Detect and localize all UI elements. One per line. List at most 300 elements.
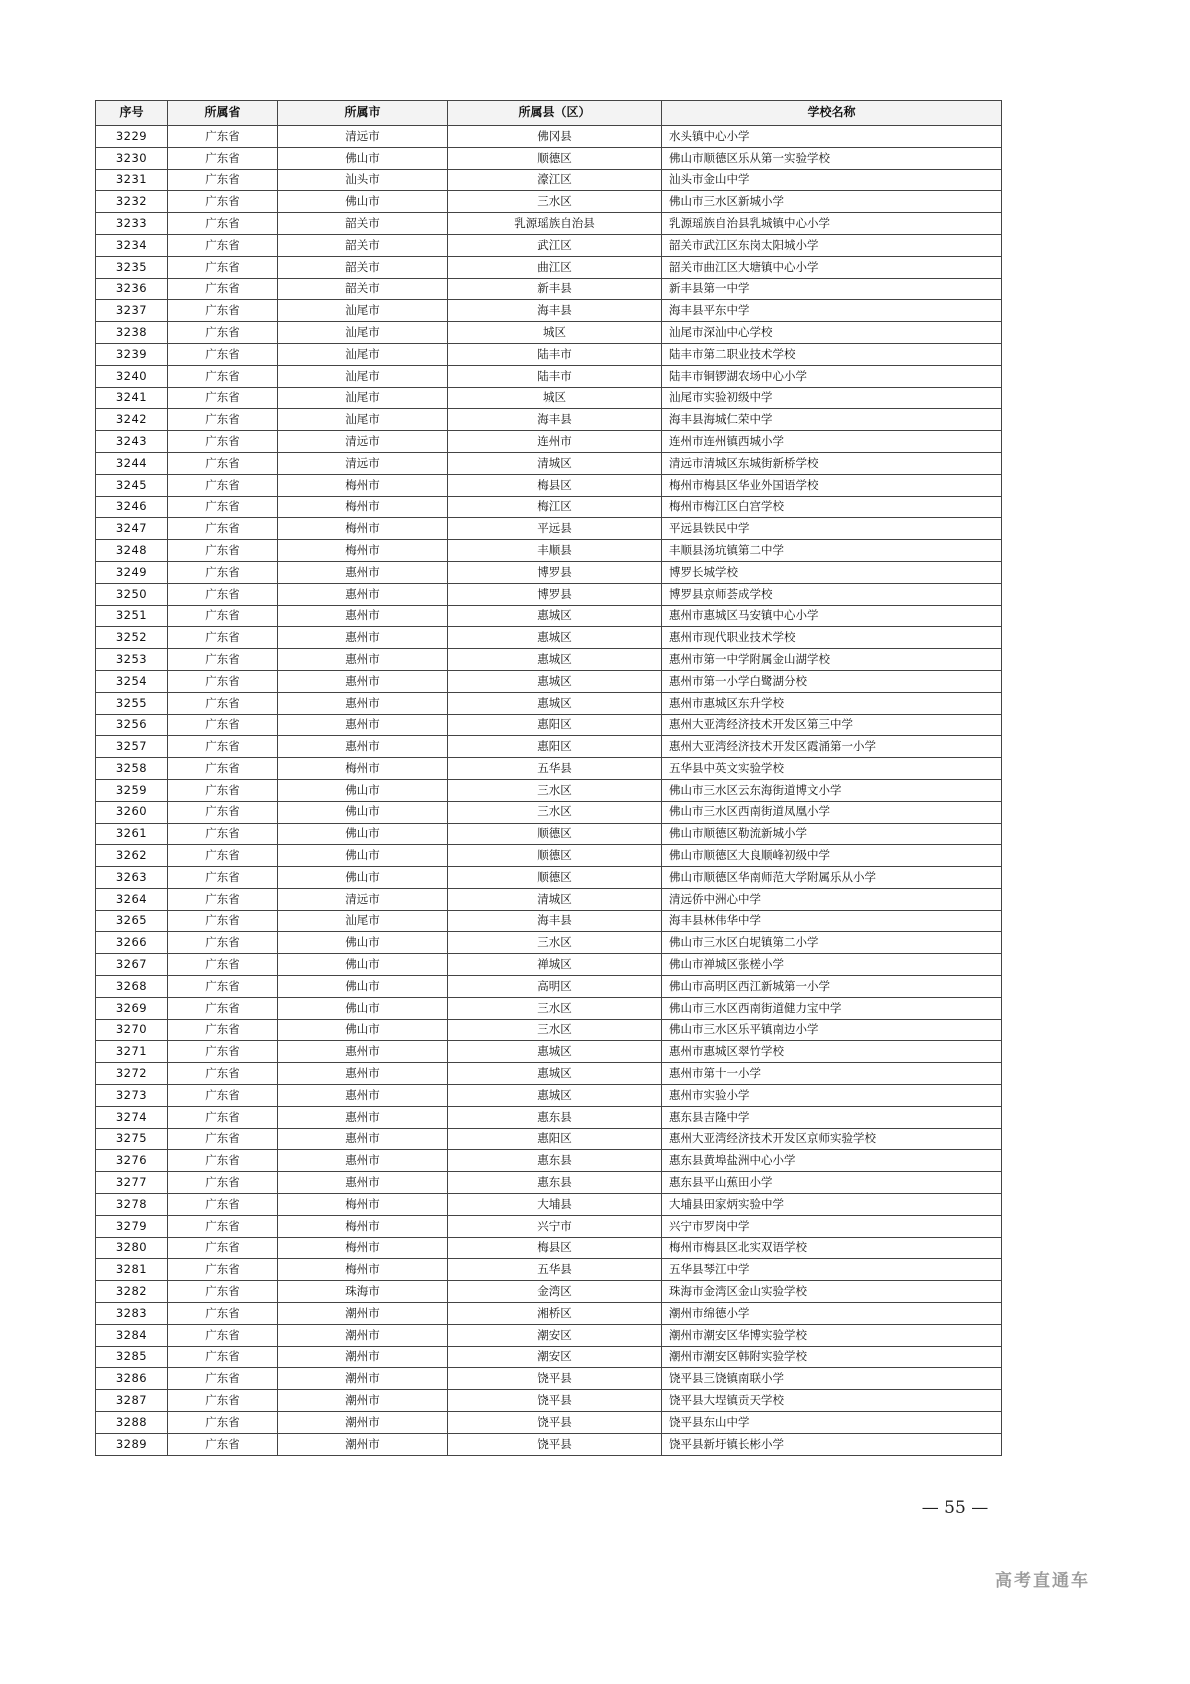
table-cell: 惠州市 (278, 1128, 448, 1150)
table-cell: 潮州市 (278, 1390, 448, 1412)
table-cell: 汕尾市 (278, 387, 448, 409)
table-cell: 惠州市 (278, 736, 448, 758)
table-row (96, 147, 1002, 169)
table-cell: 佛山市顺德区勒流新城小学 (662, 823, 1002, 845)
table-row (96, 1259, 1002, 1281)
table-cell: 乳源瑶族自治县乳城镇中心小学 (662, 213, 1002, 235)
table-cell: 惠州大亚湾经济技术开发区霞涌第一小学 (662, 736, 1002, 758)
table-cell: 广东省 (168, 670, 278, 692)
table-cell: 3289 (96, 1433, 168, 1455)
table-cell: 广东省 (168, 845, 278, 867)
table-cell: 3244 (96, 452, 168, 474)
table-row (96, 714, 1002, 736)
table-cell: 3263 (96, 867, 168, 889)
table-cell: 广东省 (168, 431, 278, 453)
table-row (96, 256, 1002, 278)
table-cell: 广东省 (168, 714, 278, 736)
table-cell: 潮州市潮安区华博实验学校 (662, 1324, 1002, 1346)
table-cell: 佛山市 (278, 1019, 448, 1041)
table-cell: 3270 (96, 1019, 168, 1041)
table-cell: 广东省 (168, 932, 278, 954)
table-cell: 佛山市 (278, 932, 448, 954)
table-cell: 3241 (96, 387, 168, 409)
table-cell: 广东省 (168, 147, 278, 169)
table-cell: 广东省 (168, 1237, 278, 1259)
table-cell: 佛山市 (278, 823, 448, 845)
table-row (96, 649, 1002, 671)
table-cell: 惠州市 (278, 714, 448, 736)
table-cell: 韶关市武江区东岗太阳城小学 (662, 234, 1002, 256)
table-cell: 3235 (96, 256, 168, 278)
table-cell: 佛山市 (278, 845, 448, 867)
table-cell: 惠州市现代职业技术学校 (662, 627, 1002, 649)
table-cell: 大埔县 (448, 1194, 662, 1216)
table-row (96, 409, 1002, 431)
table-cell: 3258 (96, 758, 168, 780)
table-cell: 梅州市 (278, 540, 448, 562)
table-cell: 惠州市实验小学 (662, 1085, 1002, 1107)
table-cell: 佛山市禅城区张槎小学 (662, 954, 1002, 976)
table-cell: 潮州市 (278, 1433, 448, 1455)
table-cell: 顺德区 (448, 147, 662, 169)
table-cell: 惠州市 (278, 1106, 448, 1128)
table-cell: 3249 (96, 561, 168, 583)
table-cell: 大埔县田家炳实验中学 (662, 1194, 1002, 1216)
table-cell: 广东省 (168, 518, 278, 540)
table-cell: 清远市 (278, 126, 448, 148)
table-cell: 三水区 (448, 779, 662, 801)
table-row (96, 278, 1002, 300)
table-row (96, 365, 1002, 387)
table-cell: 梅州市 (278, 1215, 448, 1237)
column-header: 学校名称 (662, 101, 1002, 126)
table-body (96, 126, 1002, 1456)
table-cell: 3273 (96, 1085, 168, 1107)
table-header-row (96, 101, 1002, 126)
table-row (96, 583, 1002, 605)
table-row (96, 976, 1002, 998)
table-cell: 广东省 (168, 561, 278, 583)
table-cell: 惠州市 (278, 649, 448, 671)
table-cell: 广东省 (168, 496, 278, 518)
table-row (96, 867, 1002, 889)
table-row (96, 1368, 1002, 1390)
table-cell: 3262 (96, 845, 168, 867)
table-cell: 3253 (96, 649, 168, 671)
table-cell: 惠城区 (448, 1063, 662, 1085)
table-cell: 惠东县 (448, 1150, 662, 1172)
table-cell: 清远市 (278, 452, 448, 474)
table-cell: 广东省 (168, 191, 278, 213)
table-row (96, 845, 1002, 867)
table-cell: 3267 (96, 954, 168, 976)
table-row (96, 496, 1002, 518)
table-cell: 惠东县 (448, 1106, 662, 1128)
table-cell: 3254 (96, 670, 168, 692)
table-cell: 惠阳区 (448, 736, 662, 758)
table-row (96, 823, 1002, 845)
table-cell: 3269 (96, 997, 168, 1019)
table-cell: 3288 (96, 1412, 168, 1434)
table-row (96, 736, 1002, 758)
table-cell: 广东省 (168, 365, 278, 387)
table-cell: 惠州市第一中学附属金山湖学校 (662, 649, 1002, 671)
table-cell: 3246 (96, 496, 168, 518)
table-cell: 连州市连州镇西城小学 (662, 431, 1002, 453)
table-cell: 3280 (96, 1237, 168, 1259)
table-cell: 佛山市 (278, 954, 448, 976)
table-cell: 惠东县黄埠盐洲中心小学 (662, 1150, 1002, 1172)
table-row (96, 213, 1002, 235)
table-cell: 佛山市三水区新城小学 (662, 191, 1002, 213)
table-cell: 广东省 (168, 997, 278, 1019)
table-cell: 惠州市 (278, 561, 448, 583)
table-row (96, 322, 1002, 344)
table-cell: 惠州市第一小学白鹭湖分校 (662, 670, 1002, 692)
table-row (96, 1063, 1002, 1085)
table-cell: 五华县 (448, 1259, 662, 1281)
table-cell: 佛山市 (278, 867, 448, 889)
table-cell: 3245 (96, 474, 168, 496)
table-row (96, 343, 1002, 365)
table-cell: 广东省 (168, 1215, 278, 1237)
table-cell: 兴宁市罗岗中学 (662, 1215, 1002, 1237)
table-row (96, 1019, 1002, 1041)
table-row (96, 452, 1002, 474)
table-cell: 梅州市 (278, 1259, 448, 1281)
table-cell: 海丰县平东中学 (662, 300, 1002, 322)
table-cell: 广东省 (168, 278, 278, 300)
table-cell: 惠城区 (448, 627, 662, 649)
table-row (96, 997, 1002, 1019)
table-cell: 惠城区 (448, 1085, 662, 1107)
table-cell: 广东省 (168, 1063, 278, 1085)
table-row (96, 518, 1002, 540)
table-cell: 广东省 (168, 1433, 278, 1455)
table-cell: 3238 (96, 322, 168, 344)
table-cell: 佛山市 (278, 997, 448, 1019)
table-cell: 汕尾市 (278, 910, 448, 932)
table-cell: 饶平县 (448, 1390, 662, 1412)
table-cell: 兴宁市 (448, 1215, 662, 1237)
table-cell: 3277 (96, 1172, 168, 1194)
table-row (96, 1041, 1002, 1063)
table-cell: 广东省 (168, 1259, 278, 1281)
table-cell: 三水区 (448, 997, 662, 1019)
table-cell: 佛山市 (278, 147, 448, 169)
table-row (96, 801, 1002, 823)
table-row (96, 300, 1002, 322)
table-row (96, 1412, 1002, 1434)
table-cell: 汕尾市 (278, 343, 448, 365)
table-cell: 饶平县 (448, 1412, 662, 1434)
table-row (96, 1085, 1002, 1107)
table-cell: 惠城区 (448, 605, 662, 627)
table-cell: 陆丰市铜锣湖农场中心小学 (662, 365, 1002, 387)
table-cell: 3287 (96, 1390, 168, 1412)
table-cell: 广东省 (168, 779, 278, 801)
table-cell: 梅州市梅江区白宫学校 (662, 496, 1002, 518)
table-cell: 梅州市 (278, 518, 448, 540)
table-cell: 丰顺县 (448, 540, 662, 562)
table-row (96, 561, 1002, 583)
table-cell: 3250 (96, 583, 168, 605)
table-cell: 3283 (96, 1303, 168, 1325)
table-cell: 博罗长城学校 (662, 561, 1002, 583)
table-cell: 惠东县平山蕉田小学 (662, 1172, 1002, 1194)
table-cell: 惠阳区 (448, 714, 662, 736)
table-cell: 海丰县 (448, 910, 662, 932)
table-cell: 潮州市 (278, 1412, 448, 1434)
table-cell: 陆丰市 (448, 343, 662, 365)
table-cell: 惠州市 (278, 627, 448, 649)
table-cell: 惠州市 (278, 583, 448, 605)
table-row (96, 1324, 1002, 1346)
table-cell: 广东省 (168, 867, 278, 889)
table-cell: 佛山市 (278, 976, 448, 998)
table-row (96, 474, 1002, 496)
table-cell: 3234 (96, 234, 168, 256)
table-cell: 广东省 (168, 1019, 278, 1041)
table-cell: 韶关市 (278, 256, 448, 278)
table-cell: 3243 (96, 431, 168, 453)
table-header (96, 101, 1002, 126)
table-cell: 梅州市 (278, 496, 448, 518)
table-cell: 惠阳区 (448, 1128, 662, 1150)
table-cell: 城区 (448, 322, 662, 344)
table-row (96, 234, 1002, 256)
column-header: 所属县（区） (448, 101, 662, 126)
table-row (96, 954, 1002, 976)
table-cell: 3275 (96, 1128, 168, 1150)
table-row (96, 540, 1002, 562)
table-cell: 五华县 (448, 758, 662, 780)
table-cell: 汕尾市实验初级中学 (662, 387, 1002, 409)
table-cell: 珠海市金湾区金山实验学校 (662, 1281, 1002, 1303)
table-cell: 3233 (96, 213, 168, 235)
table-cell: 广东省 (168, 910, 278, 932)
table-cell: 3260 (96, 801, 168, 823)
table-cell: 韶关市 (278, 234, 448, 256)
table-cell: 梅州市 (278, 758, 448, 780)
table-cell: 3276 (96, 1150, 168, 1172)
table-cell: 佛山市高明区西江新城第一小学 (662, 976, 1002, 998)
table-cell: 3239 (96, 343, 168, 365)
table-cell: 3242 (96, 409, 168, 431)
table-cell: 3240 (96, 365, 168, 387)
table-cell: 广东省 (168, 583, 278, 605)
table-cell: 饶平县新圩镇长彬小学 (662, 1433, 1002, 1455)
table-cell: 3274 (96, 1106, 168, 1128)
table-row (96, 387, 1002, 409)
table-cell: 汕尾市深汕中心学校 (662, 322, 1002, 344)
table-row (96, 692, 1002, 714)
table-cell: 清远市 (278, 888, 448, 910)
table-cell: 梅江区 (448, 496, 662, 518)
table-cell: 广东省 (168, 1346, 278, 1368)
table-cell: 韶关市 (278, 278, 448, 300)
table-cell: 佛山市 (278, 801, 448, 823)
school-list-table-container (95, 100, 1001, 1456)
table-cell: 博罗县京师荟成学校 (662, 583, 1002, 605)
table-row (96, 1303, 1002, 1325)
table-cell: 顺德区 (448, 867, 662, 889)
table-cell: 3237 (96, 300, 168, 322)
table-cell: 3252 (96, 627, 168, 649)
table-row (96, 1433, 1002, 1455)
table-cell: 3286 (96, 1368, 168, 1390)
table-cell: 禅城区 (448, 954, 662, 976)
table-cell: 韶关市曲江区大塘镇中心小学 (662, 256, 1002, 278)
table-cell: 广东省 (168, 801, 278, 823)
table-row (96, 191, 1002, 213)
table-row (96, 1390, 1002, 1412)
table-cell: 广东省 (168, 736, 278, 758)
table-cell: 佛山市顺德区大良顺峰初级中学 (662, 845, 1002, 867)
table-cell: 惠州大亚湾经济技术开发区京师实验学校 (662, 1128, 1002, 1150)
table-cell: 广东省 (168, 692, 278, 714)
table-cell: 佛山市顺德区乐从第一实验学校 (662, 147, 1002, 169)
table-cell: 潮安区 (448, 1346, 662, 1368)
table-cell: 丰顺县汤坑镇第二中学 (662, 540, 1002, 562)
table-cell: 梅州市梅县区北实双语学校 (662, 1237, 1002, 1259)
table-row (96, 910, 1002, 932)
table-cell: 广东省 (168, 1390, 278, 1412)
table-cell: 三水区 (448, 801, 662, 823)
table-cell: 惠州市惠城区马安镇中心小学 (662, 605, 1002, 627)
table-cell: 惠城区 (448, 670, 662, 692)
table-cell: 惠东县 (448, 1172, 662, 1194)
table-cell: 海丰县海城仁荣中学 (662, 409, 1002, 431)
table-cell: 3229 (96, 126, 168, 148)
table-cell: 3278 (96, 1194, 168, 1216)
table-cell: 三水区 (448, 191, 662, 213)
table-row (96, 1194, 1002, 1216)
table-cell: 佛山市 (278, 191, 448, 213)
table-row (96, 627, 1002, 649)
table-cell: 广东省 (168, 126, 278, 148)
table-cell: 三水区 (448, 1019, 662, 1041)
table-row (96, 605, 1002, 627)
table-cell: 潮州市 (278, 1303, 448, 1325)
table-cell: 珠海市 (278, 1281, 448, 1303)
table-cell: 佛冈县 (448, 126, 662, 148)
table-cell: 惠州市 (278, 1150, 448, 1172)
table-cell: 3264 (96, 888, 168, 910)
table-cell: 广东省 (168, 1106, 278, 1128)
table-cell: 广东省 (168, 256, 278, 278)
table-cell: 新丰县第一中学 (662, 278, 1002, 300)
table-cell: 梅州市 (278, 1237, 448, 1259)
table-cell: 潮州市 (278, 1346, 448, 1368)
table-cell: 金湾区 (448, 1281, 662, 1303)
table-cell: 3282 (96, 1281, 168, 1303)
table-cell: 3232 (96, 191, 168, 213)
table-cell: 惠州市 (278, 605, 448, 627)
table-cell: 佛山市三水区白坭镇第二小学 (662, 932, 1002, 954)
table-cell: 3257 (96, 736, 168, 758)
table-cell: 3285 (96, 1346, 168, 1368)
table-row (96, 670, 1002, 692)
table-cell: 惠城区 (448, 1041, 662, 1063)
table-cell: 广东省 (168, 1150, 278, 1172)
table-cell: 潮州市绵德小学 (662, 1303, 1002, 1325)
table-cell: 水头镇中心小学 (662, 126, 1002, 148)
table-cell: 3259 (96, 779, 168, 801)
table-cell: 3255 (96, 692, 168, 714)
table-cell: 博罗县 (448, 561, 662, 583)
table-cell: 佛山市顺德区华南师范大学附属乐从小学 (662, 867, 1002, 889)
table-row (96, 932, 1002, 954)
table-cell: 3281 (96, 1259, 168, 1281)
table-cell: 平远县铁民中学 (662, 518, 1002, 540)
table-cell: 清远市清城区东城街新桥学校 (662, 452, 1002, 474)
table-row (96, 126, 1002, 148)
table-cell: 清城区 (448, 888, 662, 910)
table-cell: 博罗县 (448, 583, 662, 605)
table-cell: 海丰县 (448, 409, 662, 431)
table-cell: 佛山市 (278, 779, 448, 801)
table-cell: 梅县区 (448, 474, 662, 496)
page-number: — 55 — (921, 1498, 989, 1518)
table-cell: 3266 (96, 932, 168, 954)
table-cell: 惠州市 (278, 670, 448, 692)
table-row (96, 888, 1002, 910)
table-cell: 清远市 (278, 431, 448, 453)
table-cell: 3271 (96, 1041, 168, 1063)
table-cell: 顺德区 (448, 845, 662, 867)
table-cell: 海丰县 (448, 300, 662, 322)
table-cell: 3265 (96, 910, 168, 932)
table-cell: 广东省 (168, 758, 278, 780)
table-cell: 饶平县东山中学 (662, 1412, 1002, 1434)
table-row (96, 169, 1002, 191)
table-cell: 3284 (96, 1324, 168, 1346)
table-cell: 3230 (96, 147, 168, 169)
column-header: 所属市 (278, 101, 448, 126)
table-row (96, 1172, 1002, 1194)
table-cell: 汕尾市 (278, 409, 448, 431)
table-cell: 广东省 (168, 823, 278, 845)
table-cell: 广东省 (168, 452, 278, 474)
table-cell: 广东省 (168, 627, 278, 649)
table-cell: 佛山市三水区西南街道凤凰小学 (662, 801, 1002, 823)
table-cell: 高明区 (448, 976, 662, 998)
table-cell: 广东省 (168, 1085, 278, 1107)
table-cell: 梅州市梅县区华业外国语学校 (662, 474, 1002, 496)
table-cell: 惠州大亚湾经济技术开发区第三中学 (662, 714, 1002, 736)
table-cell: 广东省 (168, 605, 278, 627)
table-cell: 广东省 (168, 976, 278, 998)
table-cell: 饶平县 (448, 1368, 662, 1390)
table-cell: 3248 (96, 540, 168, 562)
table-row (96, 758, 1002, 780)
table-cell: 广东省 (168, 169, 278, 191)
table-cell: 惠州市 (278, 1063, 448, 1085)
table-cell: 广东省 (168, 1194, 278, 1216)
table-row (96, 1346, 1002, 1368)
table-cell: 惠城区 (448, 692, 662, 714)
table-cell: 惠州市 (278, 692, 448, 714)
table-cell: 新丰县 (448, 278, 662, 300)
table-cell: 潮安区 (448, 1324, 662, 1346)
table-cell: 惠东县吉隆中学 (662, 1106, 1002, 1128)
table-cell: 广东省 (168, 213, 278, 235)
table-cell: 汕头市金山中学 (662, 169, 1002, 191)
table-cell: 佛山市三水区乐平镇南边小学 (662, 1019, 1002, 1041)
table-cell: 惠州市 (278, 1172, 448, 1194)
table-cell: 3231 (96, 169, 168, 191)
